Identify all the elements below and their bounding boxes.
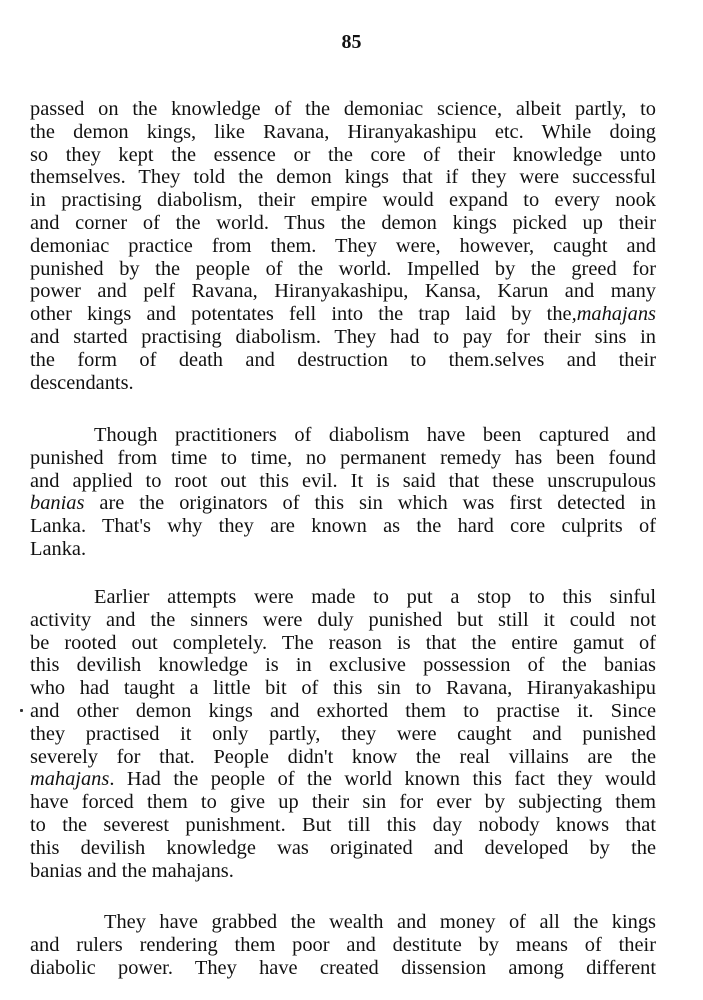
text-line: punished by the people of the world. Impelled by the greed for bbox=[30, 257, 656, 280]
paragraph-2 bbox=[30, 424, 656, 561]
text-line: banias are the originators of this sin which was first detected in bbox=[30, 492, 656, 515]
page-number: 85 bbox=[341, 31, 362, 53]
text-line: Though practitioners of diabolism have been captured and bbox=[94, 424, 656, 446]
text-line: and other demon kings and exhorted them to practise it. Since bbox=[30, 699, 656, 722]
text-line: Lanka. bbox=[30, 537, 87, 560]
text-line: this devilish knowledge is in exclusive possession of the banias bbox=[30, 654, 656, 677]
text-line: mahajans. Had the people of the world known this fact they would bbox=[30, 768, 656, 791]
text-line: severely for that. People didn't know the real villains are the bbox=[30, 745, 656, 768]
text-line: be rooted out completely. The reason is that the entire gamut of bbox=[30, 631, 656, 654]
text-line: demoniac practice from them. They were, however, caught and bbox=[30, 234, 656, 257]
text-line: this devilish knowledge was originated and developed by the bbox=[30, 836, 656, 859]
text-line: They have grabbed the wealth and money of all the kings bbox=[104, 911, 656, 933]
text-line: activity and the sinners were duly punished but still it could not bbox=[30, 608, 656, 631]
text-line: to the severest punishment. But till this day nobody knows that bbox=[30, 813, 656, 836]
text-line: and rulers rendering them poor and destitute by means of their bbox=[30, 933, 656, 956]
paragraph-1 bbox=[30, 98, 656, 394]
text-line: Earlier attempts were made to put a stop to this sinful bbox=[94, 586, 656, 608]
paragraph-3 bbox=[30, 586, 656, 882]
text-line: in practising diabolism, their empire would expand to every nook bbox=[30, 189, 656, 212]
text-line: descendants. bbox=[30, 371, 134, 394]
text-line: have forced them to give up their sin for ever by subjecting them bbox=[30, 791, 656, 814]
text-line: and corner of the world. Thus the demon kings picked up their bbox=[30, 211, 656, 234]
text-line: the demon kings, like Ravana, Hiranyakashipu etc. While doing bbox=[30, 120, 656, 143]
text-line: the form of death and destruction to them.selves and their bbox=[30, 348, 656, 371]
text-line: and applied to root out this evil. It is said that these unscrupulous bbox=[30, 469, 656, 492]
text-line: so they kept the essence or the core of their knowledge unto bbox=[30, 143, 656, 166]
text-line: who had taught a little bit of this sin to Ravana, Hiranyakashipu bbox=[30, 677, 656, 700]
text-line: Lanka. That's why they are known as the hard core culprits of bbox=[30, 515, 656, 538]
text-line: themselves. They told the demon kings that if they were successful bbox=[30, 166, 656, 189]
stray-ink-mark bbox=[20, 709, 23, 712]
text-line: punished from time to time, no permanent remedy has been found bbox=[30, 446, 656, 469]
text-line: diabolic power. They have created dissension among different bbox=[30, 956, 656, 979]
text-line: and started practising diabolism. They had to pay for their sins in bbox=[30, 325, 656, 348]
text-line: they practised it only partly, they were caught and punished bbox=[30, 722, 656, 745]
text-line: power and pelf Ravana, Hiranyakashipu, Kansa, Karun and many bbox=[30, 280, 656, 303]
text-line: passed on the knowledge of the demoniac science, albeit partly, to bbox=[30, 98, 656, 120]
text-line: banias and the mahajans. bbox=[30, 859, 234, 882]
paragraph-4 bbox=[30, 911, 656, 979]
text-line: other kings and potentates fell into the trap laid by the,mahajans bbox=[30, 303, 656, 326]
